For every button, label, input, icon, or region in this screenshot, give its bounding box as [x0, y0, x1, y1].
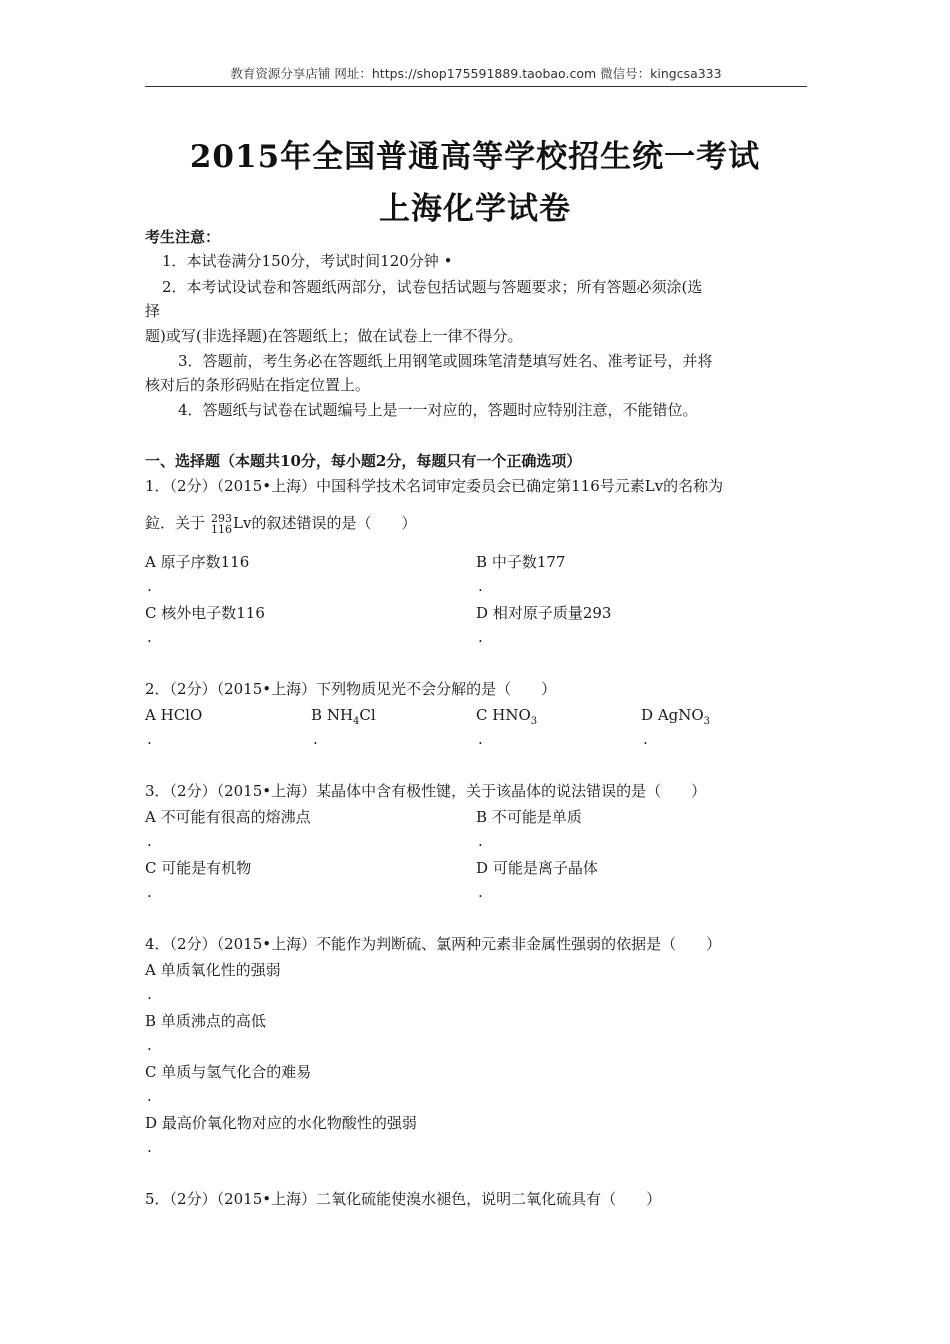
q4-option-d[interactable]: D 最高价氧化物对应的水化物酸性的强弱	[145, 1114, 417, 1132]
section-1-heading: 一、选择题（本题共10分，每小题2分，每题只有一个正确选项）	[145, 452, 582, 470]
q4-stem: 4．（2分）（2015•上海）不能作为判断硫、氯两种元素非金属性强弱的依据是（ ）	[145, 935, 722, 953]
q1-option-d[interactable]: D 相对原子质量293	[476, 604, 612, 622]
exam-title-line2: 上海化学试卷	[379, 191, 571, 227]
nuclide-notation	[211, 513, 232, 535]
q4-option-b[interactable]: B 单质沸点的高低	[145, 1012, 266, 1030]
notice-item-4: 4．答题纸与试卷在试题编号上是一一对应的，答题时应特别注意，不能错位。	[178, 401, 698, 419]
notice-item-2b: 择	[145, 302, 161, 320]
q1-stem-prefix: 鉝．关于	[145, 514, 206, 532]
notice-item-2a: 2．本考试设试卷和答题纸两部分，试卷包括试题与答题要求；所有答题必须涂(选	[162, 278, 703, 296]
atomic-number: 116	[211, 523, 233, 536]
q2-option-b[interactable]: B $NH_4Cl$	[311, 706, 376, 727]
page-header: 教育资源分享店铺 网址：https://shop175591889.taobao.com 微信号：kingcsa333	[145, 64, 807, 87]
q3-option-b[interactable]: B 不可能是单质	[476, 808, 582, 826]
exam-title-line1: 2015年全国普通高等学校招生统一考试	[189, 139, 761, 175]
q4-option-a[interactable]: A 单质氧化性的强弱	[145, 961, 281, 979]
q2-option-d[interactable]: D AgNO$_3$	[641, 706, 711, 727]
notice-item-3a: 3．答题前，考生务必在答题纸上用钢笔或圆珠笔清楚填写姓名、准考证号，并将	[178, 352, 713, 370]
q2-stem: 2．（2分）（2015•上海）下列物质见光不会分解的是（ ）	[145, 680, 557, 698]
q3-option-d[interactable]: D 可能是离子晶体	[476, 859, 598, 877]
q2-option-a[interactable]: A HClO	[145, 706, 203, 724]
q3-option-c[interactable]: C 可能是有机物	[145, 859, 252, 877]
q5-stem: 5．（2分）（2015•上海）二氧化硫能使溴水褪色，说明二氧化硫具有（ ）	[145, 1190, 662, 1208]
q1-option-c[interactable]: C 核外电子数116	[145, 604, 265, 622]
notice-item-3b: 核对后的条形码贴在指定位置上。	[145, 376, 371, 394]
q1-option-b[interactable]: B 中子数177	[476, 553, 566, 571]
q2-option-c[interactable]: C $HNO_3$	[476, 706, 538, 727]
q1-stem-suffix: Lv的叙述错误的是（ ）	[233, 514, 417, 532]
q3-option-a[interactable]: A 不可能有很高的熔沸点	[145, 808, 311, 826]
notice-item-2c: 题)或写(非选择题)在答题纸上；做在试卷上一律不得分。	[145, 327, 523, 345]
q3-stem: 3．（2分）（2015•上海）某晶体中含有极性键，关于该晶体的说法错误的是（ ）	[145, 782, 707, 800]
q4-option-c[interactable]: C 单质与氢气化合的难易	[145, 1063, 312, 1081]
notice-item-1: 1．本试卷满分150分，考试时间120分钟 •	[162, 252, 453, 270]
mass-number: 293	[211, 512, 233, 525]
q1-option-a[interactable]: A 原子序数116	[145, 553, 250, 571]
notice-heading: 考生注意：	[145, 228, 221, 246]
q1-stem-line2	[145, 510, 416, 536]
q1-stem-line1: 1．（2分）（2015•上海）中国科学技术名词审定委员会已确定第116号元素Lv的名称为	[145, 477, 724, 495]
